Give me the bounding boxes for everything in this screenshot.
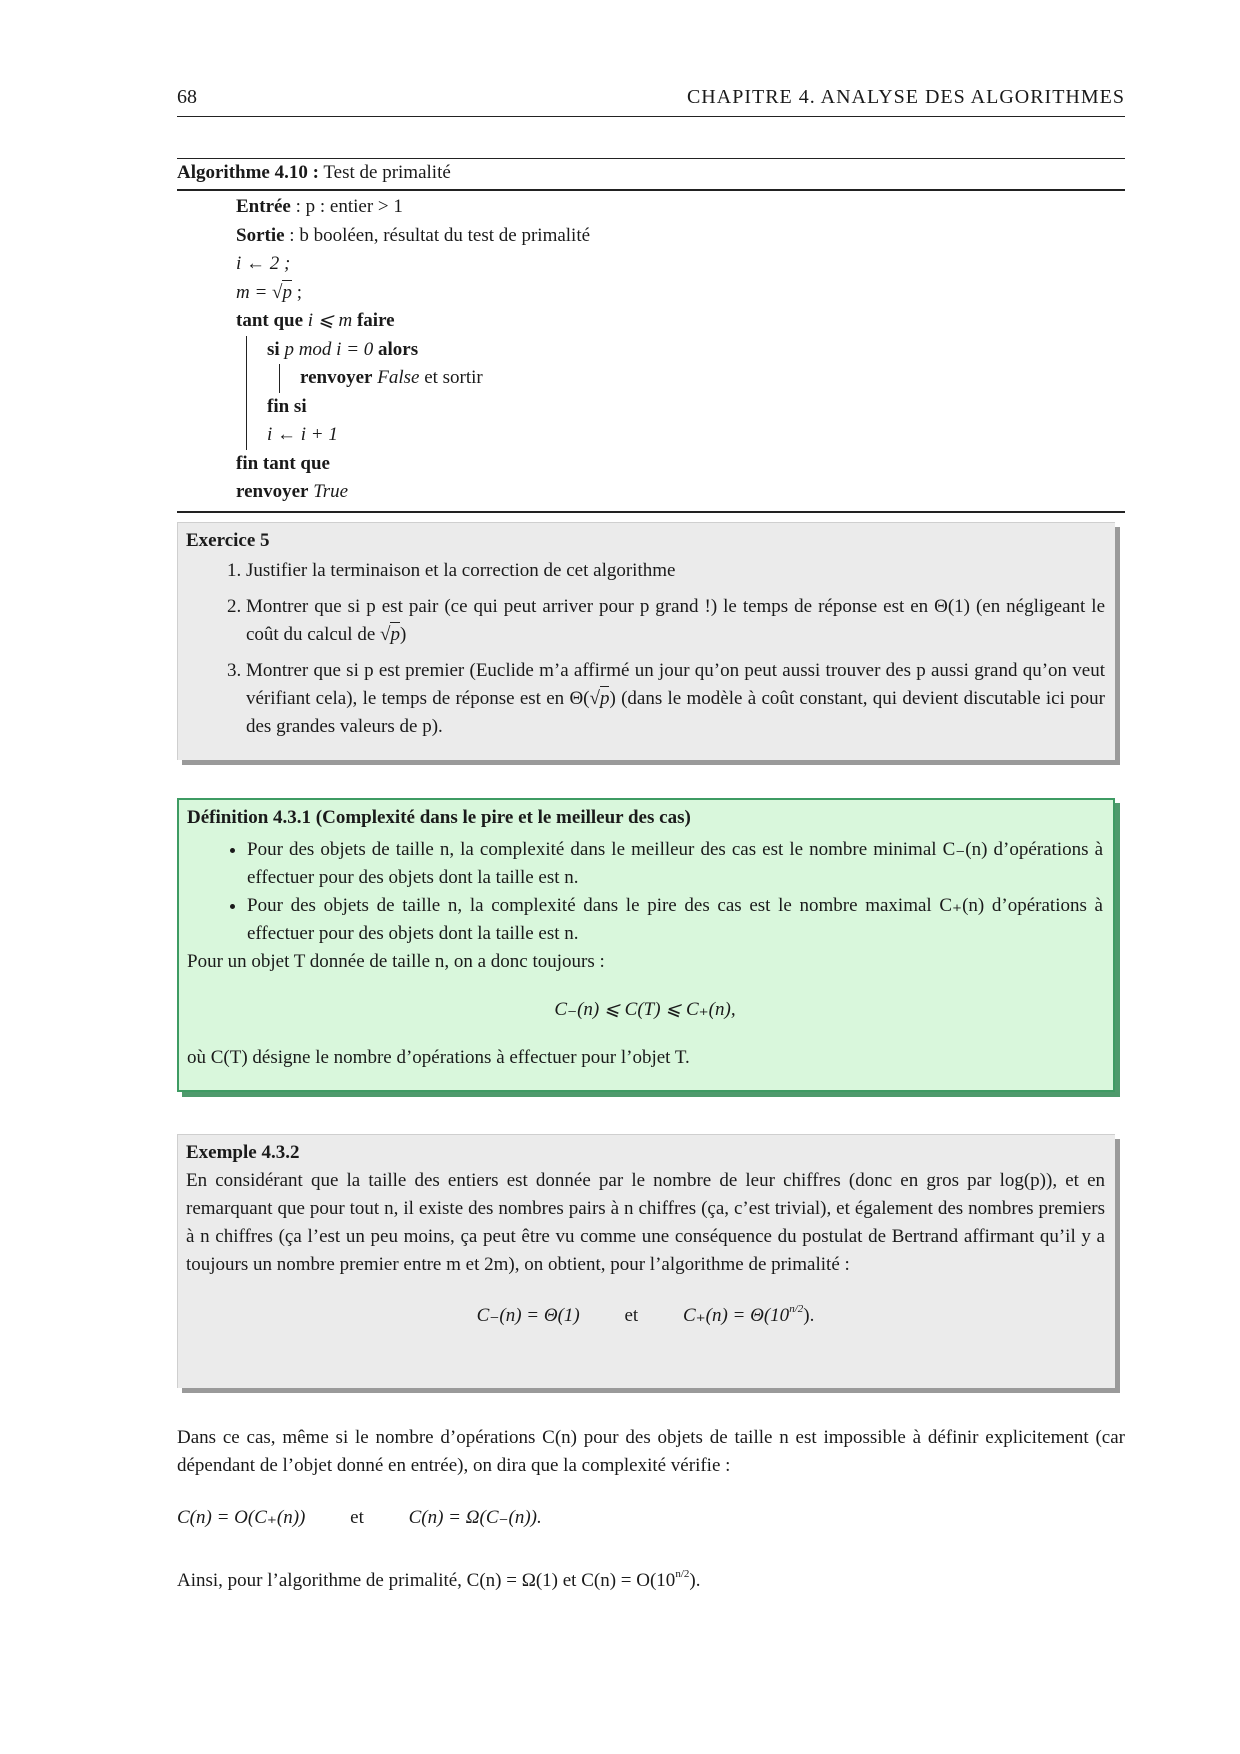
exercise-list	[186, 557, 1105, 741]
if-line	[267, 336, 1125, 365]
exercise-item-2-text: Montrer que si p est pair (ce qui peut arriver pour p grand !) le temps de réponse est en Θ(1) (en négligeant le coût du calcul de	[246, 596, 1105, 645]
return-keyword: renvoyer	[300, 367, 373, 388]
while-line	[236, 307, 1125, 336]
while-keyword: tant que	[236, 310, 304, 331]
init-m-end: ;	[291, 281, 303, 303]
exercise-item-1: 1. Justifier la terminaison et la correction de cet algorithme	[246, 557, 1105, 585]
exercise-item-3-text: Montrer que si p est premier (Euclide m’a affirmé un jour qu’on peut aussi trouver des p aussi grand qu’on veut vérifiant cela), le temps de réponse est en Θ(	[246, 660, 1105, 709]
algorithm-title	[177, 159, 1125, 191]
then-keyword: alors	[378, 338, 419, 360]
exercise-item-2-radicand: p	[390, 624, 400, 645]
exercise-item-2-end: )	[399, 624, 407, 645]
algorithm-block	[177, 158, 1125, 513]
definition-formula: C₋(n) ⩽ C(T) ⩽ C₊(n),	[554, 999, 736, 1020]
output-keyword: Sortie	[236, 224, 285, 246]
init-m: m = √p ;	[236, 281, 303, 303]
body-formula	[177, 1504, 1125, 1532]
definition-list	[187, 836, 1103, 948]
if-body	[279, 364, 1125, 393]
exercise-item-2: 2. Montrer que si p est pair (ce qui peut arriver pour p grand !) le temps de réponse est en Θ(1) (en négligeant le coût du calcul de √p)	[246, 593, 1105, 649]
example-box	[177, 1134, 1115, 1388]
while-condition: i ⩽ m	[303, 310, 357, 331]
input-text: : p : entier > 1	[290, 196, 403, 217]
increment-line: i ← i + 1	[267, 424, 338, 445]
endif-keyword: fin si	[267, 395, 307, 417]
example-formula-mid: et	[624, 1305, 639, 1326]
example-formula-end: ).	[803, 1305, 815, 1326]
algorithm-output	[236, 222, 1125, 251]
exercise-title: Exercice 5	[186, 530, 270, 551]
init-m-left: m =	[236, 281, 273, 303]
final-return	[236, 478, 1125, 507]
return-false: False	[372, 367, 420, 388]
definition-outro: où C(T) désigne le nombre d’opérations à effectuer pour l’objet T.	[187, 1047, 690, 1068]
body-paragraph-1: Dans ce cas, même si le nombre d’opérations C(n) pour des objets de taille n est impossible à définir explicitement (car dépendant de l’objet donné en entrée), on dira que la complexité vérifie :	[177, 1427, 1125, 1476]
chapter-title: CHAPITRE 4. ANALYSE DES ALGORITHMES	[686, 86, 1125, 108]
example-formula-exponent: n/2	[789, 1303, 804, 1315]
body-formula-right: C(n) = Ω(C₋(n)).	[408, 1507, 542, 1528]
if-keyword: si	[267, 338, 280, 360]
init-m-radicand: p	[282, 281, 292, 303]
exercise-item-3: 3. Montrer que si p est premier (Euclide m’a affirmé un jour qu’on peut aussi trouver des p aussi grand qu’on veut vérifiant cela), le temps de réponse est en Θ(√p) (dans le modèle à coût constant, qui devient discutable ici pour des grandes valeurs de p).	[246, 657, 1105, 741]
definition-title: Définition 4.3.1 (Complexité dans le pire et le meilleur des cas)	[187, 807, 691, 828]
definition-bullet-2: • Pour des objets de taille n, la complexité dans le pire des cas est le nombre maximal C₊(n) d’opérations à effectuer pour des objets dont la taille est n.	[247, 892, 1103, 948]
example-formula-right: C₊(n) = Θ(10	[682, 1305, 790, 1326]
exercise-item-3-end: ) (dans le modèle à coût constant, qui devient discutable ici pour des grandes valeurs de p).	[246, 688, 1105, 737]
example-text: En considérant que la taille des entiers est donnée par le nombre de leur chiffres (donc en gros par log(p)), et en remarquant que pour tout n, il existe des nombres pairs à n chiffres (ça, c’est trivial), et également des nombres premiers à n chiffres (ça l’est un peu moins, ça peut être vu comme une conséquence du postulat de Bertrand affirmant qu’il y a toujours un nombre premier entre m et 2m), on obtient, pour l’algorithme de primalité :	[186, 1170, 1105, 1275]
body-paragraph-2-text: Ainsi, pour l’algorithme de primalité, C(n) = Ω(1) et C(n) = O(10	[177, 1570, 676, 1591]
definition-intro: Pour un objet T donnée de taille n, on a donc toujours :	[187, 951, 605, 972]
page-number: 68	[177, 86, 197, 108]
if-condition: p mod i = 0	[279, 338, 379, 360]
algorithm-body	[177, 191, 1125, 513]
final-return-keyword: renvoyer	[236, 481, 309, 502]
example-formula	[186, 1295, 1105, 1330]
body-formula-left: C(n) = O(C₊(n))	[177, 1507, 306, 1528]
body-paragraph-2-end: ).	[689, 1570, 701, 1591]
endwhile-keyword: fin tant que	[236, 452, 330, 474]
input-keyword: Entrée	[236, 196, 291, 217]
example-title: Exemple 4.3.2	[186, 1142, 300, 1163]
definition-bullet-1: • Pour des objets de taille n, la complexité dans le meilleur des cas est le nombre minimal C₋(n) d’opérations à effectuer pour des objets dont la taille est n.	[247, 836, 1103, 892]
output-text: : b booléen, résultat du test de primalité	[284, 224, 591, 246]
page-header	[177, 86, 1125, 117]
algorithm-input	[236, 193, 1125, 222]
body-formula-mid: et	[350, 1507, 364, 1528]
final-return-value: True	[308, 481, 349, 502]
definition-box	[177, 798, 1115, 1092]
algorithm-label: Algorithme 4.10 :	[177, 162, 319, 183]
init-i: i ← 2 ;	[236, 253, 291, 274]
exercise-item-3-radicand: p	[599, 688, 610, 709]
do-keyword: faire	[356, 310, 395, 331]
body-paragraph-2-exponent: n/2	[675, 1568, 690, 1580]
return-false-tail: et sortir	[419, 367, 483, 388]
while-loop-body	[246, 336, 1125, 450]
algorithm-name: Test de primalité	[323, 162, 451, 183]
exercise-box	[177, 522, 1115, 760]
body-paragraph-2	[177, 1560, 1125, 1595]
example-formula-left: C₋(n) = Θ(1)	[476, 1305, 580, 1326]
